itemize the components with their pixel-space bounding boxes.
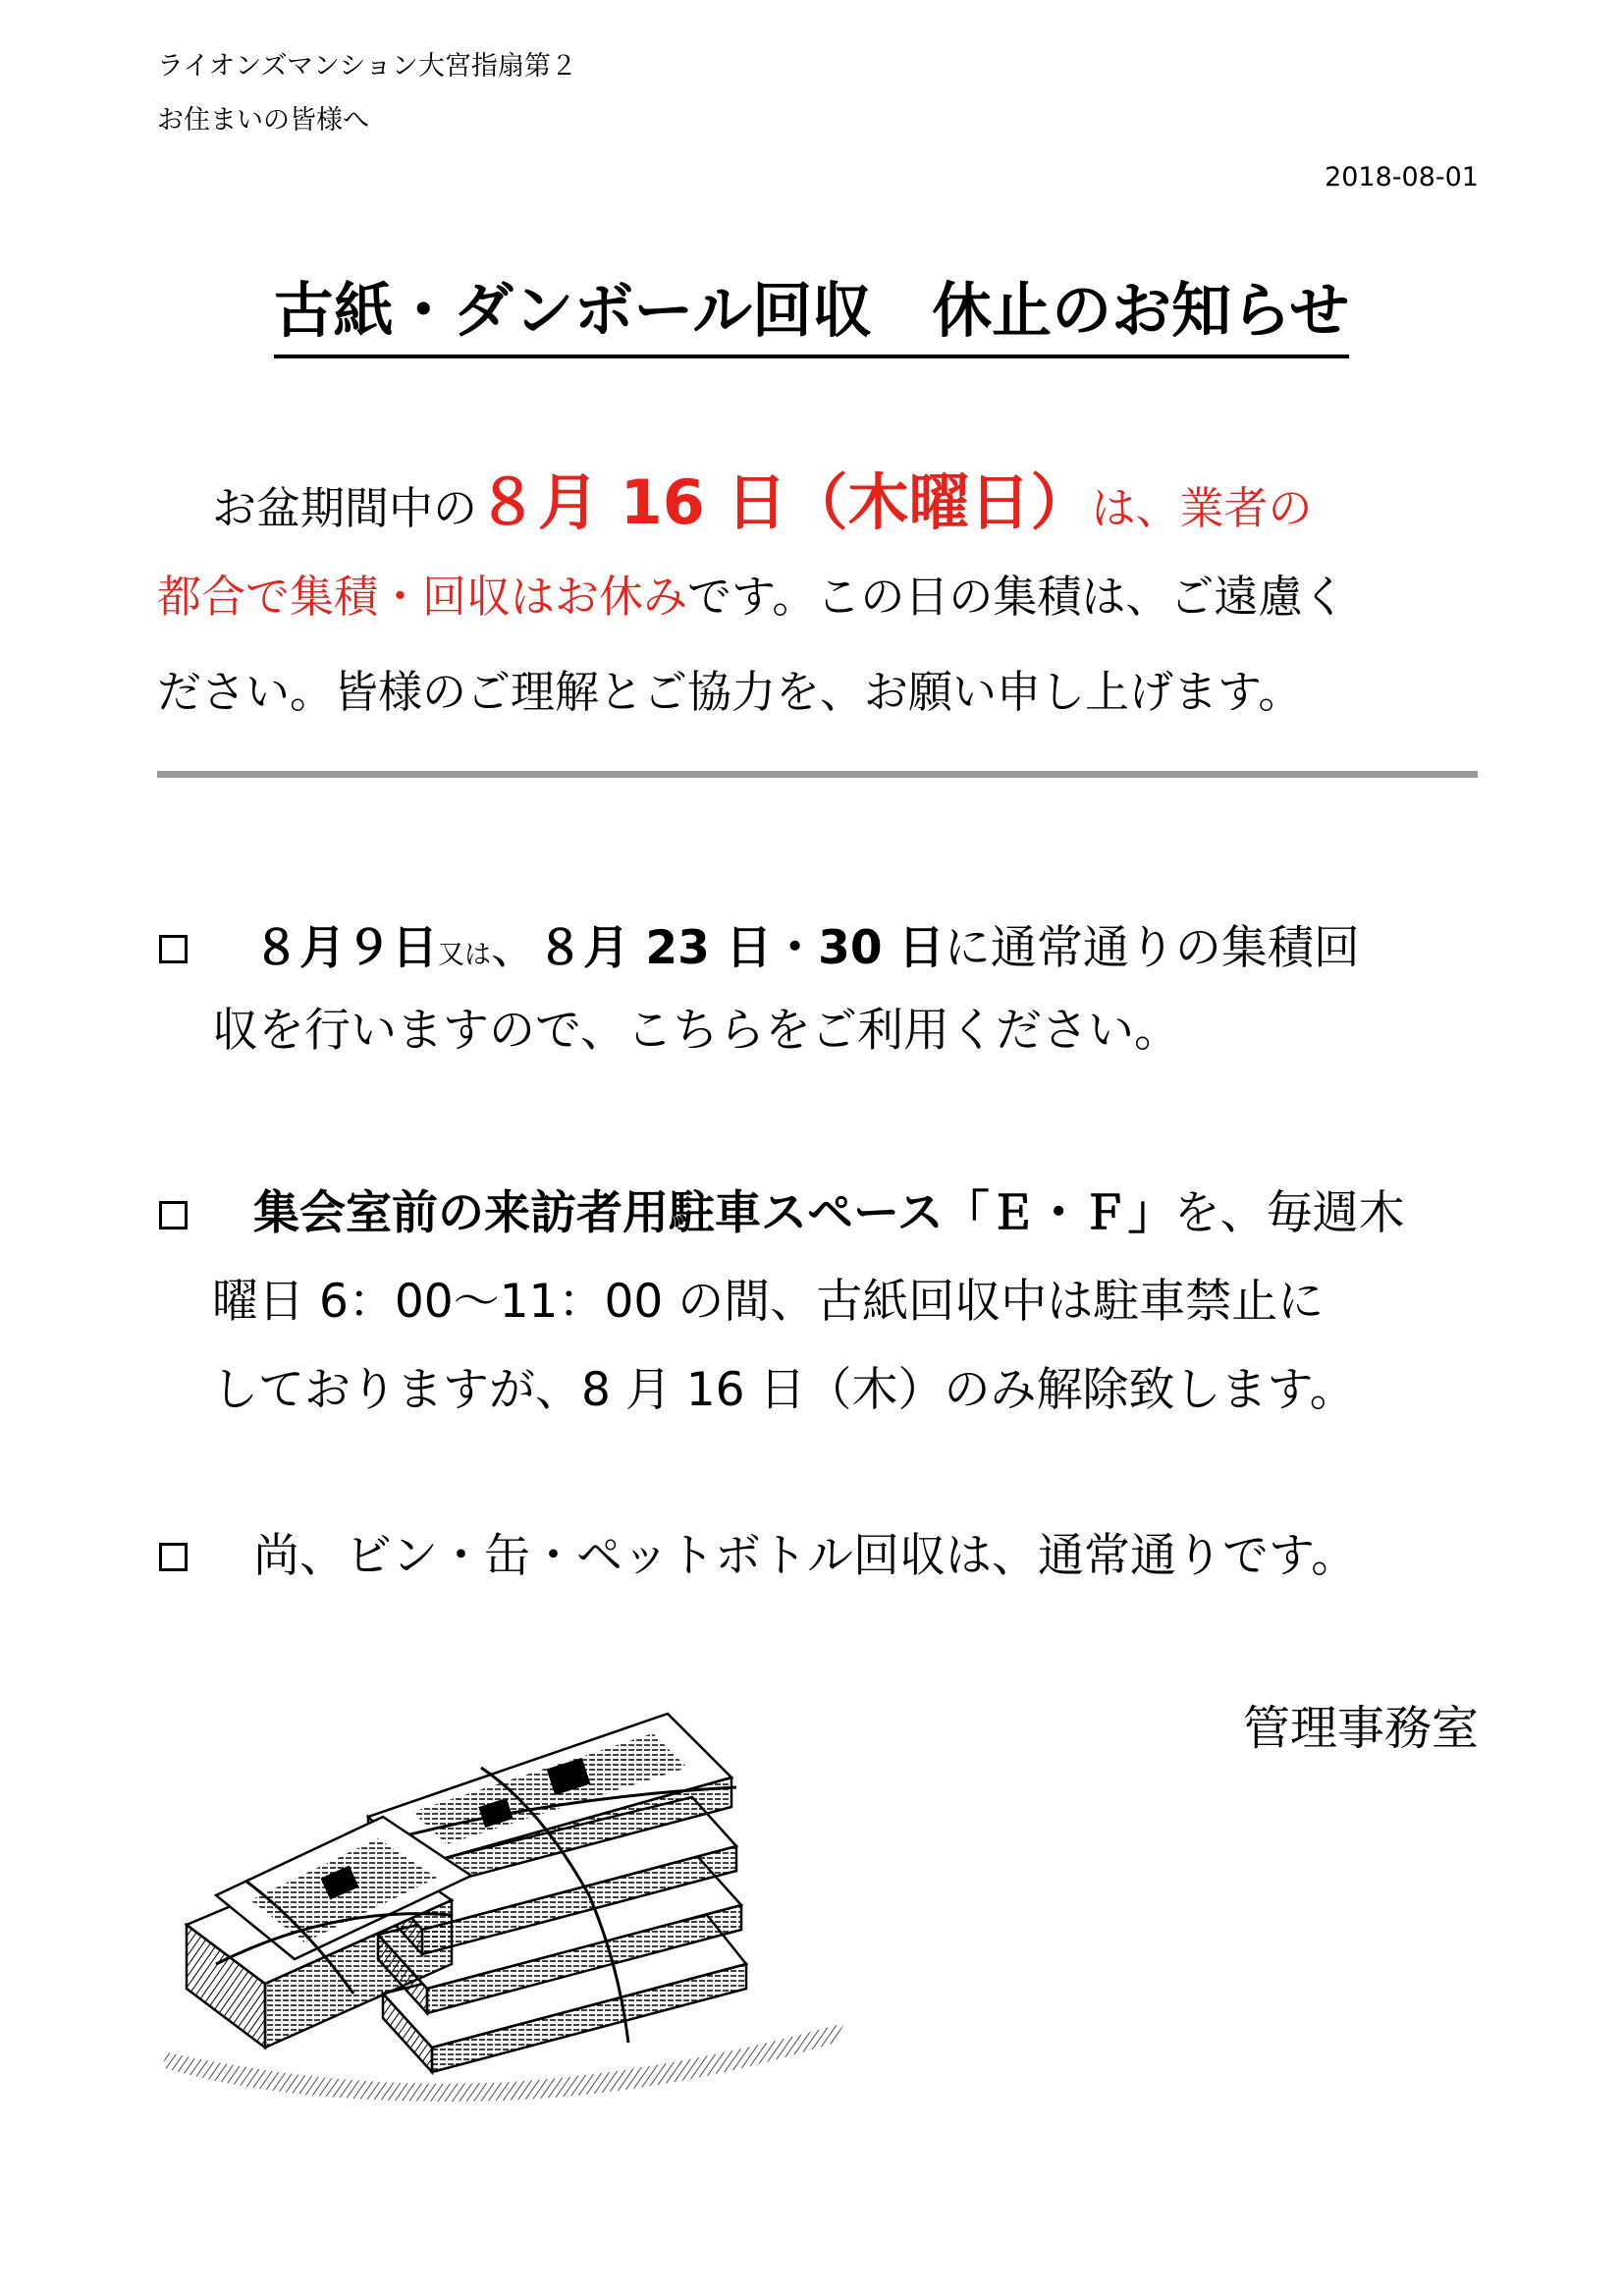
intro-line-3: ださい。皆様のご理解とご協力を、お願い申し上げます。 — [157, 666, 1303, 718]
building-name: ライオンズマンション大宮指扇第２ — [157, 51, 577, 82]
notice-title — [0, 270, 1623, 358]
intro-line-2-rest: です。この日の集積は、ご遠慮く — [687, 571, 1347, 623]
item-1-date1: ８月９日 — [253, 921, 438, 975]
item-1-rest: に通常通りの集積回 — [944, 921, 1360, 975]
addressee: お住まいの皆様へ — [157, 105, 369, 136]
item-1-line-2: 収を行いますので、こちらをご利用ください。 — [212, 1004, 1181, 1058]
item-2-rest: を、毎週木 — [1173, 1186, 1405, 1240]
holiday-date: ８月 16 日（木曜日） — [477, 466, 1092, 538]
intro-line-1 — [212, 462, 1538, 550]
item-1-or: 又は — [438, 940, 491, 970]
suspension-text: 都合で集積・回収はお休み — [157, 571, 688, 623]
item-1-line-1 — [253, 919, 1360, 985]
checkbox-icon — [159, 935, 188, 963]
item-2-line-2: 曜日 6：00～11：00 の間、古紙回収中は駐車禁止に — [212, 1275, 1325, 1329]
checkbox-icon — [159, 1201, 188, 1230]
divider — [157, 771, 1478, 778]
item-2-line-3: しておりますが、8 月 16 日（木）のみ解除致します。 — [212, 1363, 1356, 1417]
item-3-line-1: 尚、ビン・缶・ペットボトル回収は、通常通りです。 — [253, 1529, 1358, 1583]
checkbox-icon — [159, 1543, 188, 1571]
item-2-line-1 — [253, 1184, 1405, 1243]
item-1-sep: 、 — [491, 921, 537, 975]
item-1-date2: ８月 23 日・30 日 — [537, 921, 945, 975]
intro-line-2 — [157, 563, 1483, 631]
intro-prefix: お盆期間中の — [212, 482, 478, 534]
notice-title-text: 古紙・ダンボール回収 休止のお知らせ — [274, 270, 1350, 358]
newspaper-bundles-icon — [157, 1669, 854, 2102]
signature: 管理事務室 — [1242, 1701, 1479, 1756]
intro-suffix: は、業者の — [1091, 482, 1313, 534]
notice-date: 2018-08-01 — [1325, 162, 1479, 192]
item-2-bold: 集会室前の来訪者用駐車スペース「Ｅ・Ｆ」 — [253, 1186, 1174, 1240]
